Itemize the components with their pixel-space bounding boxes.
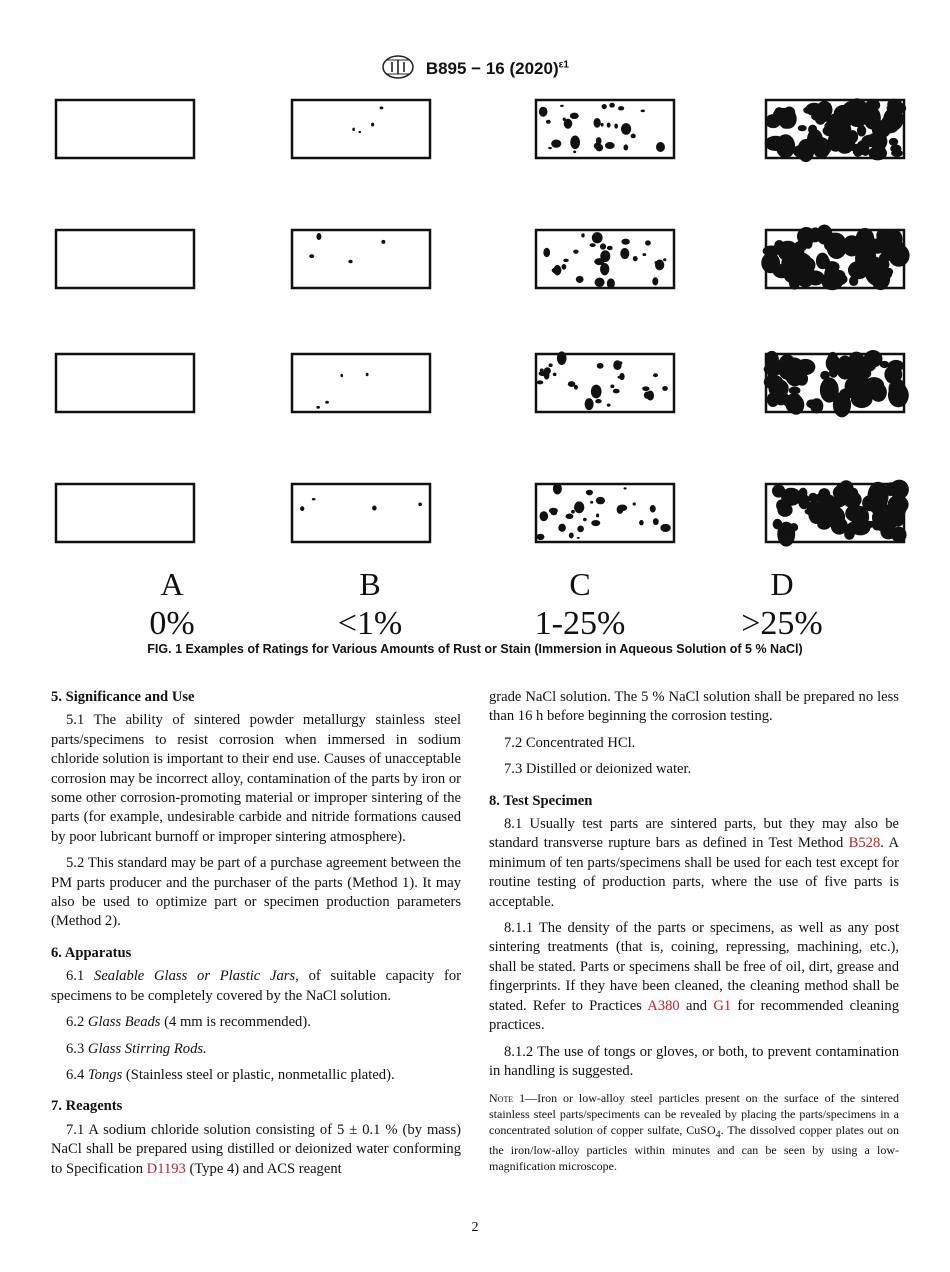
- rust-spot: [593, 118, 600, 128]
- rust-spot: [847, 521, 866, 535]
- rust-spot: [656, 142, 665, 152]
- rust-spot: [563, 117, 566, 120]
- rust-spot: [821, 146, 831, 154]
- rust-spot: [366, 373, 369, 376]
- rust-spot: [597, 363, 604, 369]
- rust-spot: [553, 373, 557, 377]
- panel-outline: [536, 354, 674, 412]
- para-7-1-cont: grade NaCl solution. The 5 % NaCl solution shall be prepared no less than 16 h before beginning the corrosion testing.: [489, 689, 899, 725]
- rust-spot: [348, 260, 352, 264]
- rating-letter: C: [569, 566, 591, 602]
- rust-spot: [592, 232, 603, 243]
- specimen-panel: [761, 224, 909, 290]
- note-text-2: . The dissolved copper plates out on the iron/low-alloy particles within minutes and can be seen by using a low-magnification microscope.: [489, 1122, 899, 1173]
- para-num: 6.1: [66, 968, 85, 985]
- rust-spot: [551, 140, 561, 148]
- rust-spot: [796, 264, 815, 284]
- para-8-1: [489, 815, 899, 912]
- section-8-title: 8. Test Specimen: [489, 792, 593, 809]
- rust-spot: [619, 373, 624, 380]
- rust-spot: [639, 520, 644, 525]
- para-num: 6.4: [66, 1066, 85, 1083]
- rust-spot: [583, 518, 587, 522]
- rating-c: [510, 566, 650, 644]
- rust-spot: [870, 383, 887, 402]
- rust-spot: [554, 265, 562, 276]
- specimen-panel: [764, 350, 909, 417]
- rust-spot: [825, 233, 846, 249]
- rust-spot: [866, 99, 881, 111]
- para-6-4: [51, 1066, 461, 1085]
- rust-spot: [781, 488, 801, 506]
- rust-spot: [577, 537, 580, 539]
- rust-spot: [605, 142, 615, 149]
- page-number: 2: [471, 1220, 479, 1235]
- rust-spot: [539, 107, 548, 117]
- rust-spot: [816, 253, 829, 270]
- rust-spot: [844, 111, 858, 121]
- rust-spot: [610, 385, 614, 389]
- rust-spot: [859, 356, 868, 367]
- rust-spot: [540, 369, 544, 372]
- rust-spot: [576, 276, 584, 283]
- rust-spot: [381, 240, 385, 244]
- link-b528[interactable]: B528: [848, 835, 881, 852]
- rust-spot: [778, 245, 797, 261]
- rust-spot: [574, 501, 584, 513]
- panel-outline: [56, 354, 194, 412]
- rust-spot: [647, 391, 655, 401]
- rust-spot: [568, 381, 576, 387]
- rust-spot: [543, 248, 550, 257]
- rust-spot: [613, 360, 621, 370]
- rust-spot: [594, 258, 604, 265]
- specimen-panel: [292, 100, 430, 158]
- rust-spot: [607, 404, 611, 407]
- note-label: Note 1: [489, 1091, 526, 1106]
- rust-spot: [826, 115, 841, 135]
- para-6-1: [51, 967, 461, 1006]
- rust-spot: [856, 228, 875, 251]
- rust-spot: [618, 505, 628, 512]
- rust-spot: [883, 268, 893, 276]
- rust-spot: [773, 519, 783, 530]
- rust-spot: [569, 533, 574, 539]
- rust-spot: [372, 506, 377, 511]
- rust-spot: [371, 123, 374, 127]
- rust-spot: [577, 525, 584, 532]
- rust-spot: [857, 376, 869, 383]
- rust-spot: [765, 114, 781, 128]
- specimen-panel: [292, 484, 430, 542]
- rust-spot: [591, 385, 602, 399]
- rust-spot: [563, 259, 569, 262]
- panel-outline: [292, 100, 430, 158]
- para-num: 6.3: [66, 1040, 85, 1057]
- rust-spot: [856, 395, 866, 403]
- para-text: of suitable capacity for specimens to be completely covered by the NaCl solution.: [51, 968, 462, 1004]
- specimen-panel: [292, 230, 430, 288]
- rust-spot: [596, 514, 599, 518]
- rust-spot: [380, 106, 384, 109]
- para-num: 6.2: [66, 1014, 85, 1031]
- para-text: for recommended cleaning practices.: [489, 997, 899, 1034]
- rust-spot: [358, 131, 361, 133]
- para-7-2: 7.2 Concentrated HCl.: [504, 734, 636, 751]
- rust-spot: [776, 134, 795, 158]
- rust-spot: [596, 497, 605, 504]
- rust-spot: [784, 360, 803, 372]
- rust-spot: [621, 239, 629, 245]
- specimen-panel: [56, 230, 194, 288]
- rust-spot: [553, 483, 562, 495]
- rust-spot: [340, 374, 343, 378]
- para-text: . A minimum of ten parts/specimens shall be used for each test except for routine testing of production parts, where the use of five parts is acceptable.: [489, 835, 899, 910]
- page-header: [0, 54, 950, 85]
- specimen-panel: [536, 483, 674, 542]
- designation: B895 − 16 (2020): [425, 58, 559, 78]
- rust-spot: [602, 104, 607, 109]
- specimen-panel: [766, 480, 909, 547]
- specimen-panel: [56, 484, 194, 542]
- designation-superscript: ε1: [558, 59, 569, 71]
- rating-percent: <1%: [337, 605, 403, 642]
- rust-spot: [537, 380, 544, 384]
- rust-spot: [581, 233, 584, 237]
- rust-spot: [892, 396, 900, 406]
- rust-spot: [558, 524, 566, 532]
- panel-outline: [56, 100, 194, 158]
- note-1: [489, 1091, 899, 1174]
- rust-spot: [590, 501, 593, 504]
- para-text: 8.1.1 The density of the parts or specimens, as well as any post sintering treatments (that is, coining, repressing, machining, etc.), shall be stated. Parts or specimens shall be free of oil, dirt, grease and fingerprints. If they have been cleaned, the cleaning method shall be stated. Refer to Practices: [489, 920, 899, 1014]
- rust-spot: [838, 359, 853, 371]
- astm-logo: [381, 54, 415, 85]
- rust-spot: [857, 125, 866, 136]
- specimen-panel: [536, 100, 674, 158]
- rust-spot: [650, 505, 656, 512]
- specimen-panel: [536, 230, 674, 289]
- para-8-1-1: [489, 919, 899, 1035]
- rating-percent: >25%: [741, 605, 823, 642]
- rust-spot: [570, 113, 579, 119]
- rust-spot: [843, 491, 862, 508]
- rust-spot: [888, 360, 904, 372]
- link-g1[interactable]: G1: [713, 997, 732, 1014]
- rust-spot: [880, 115, 900, 133]
- rust-spot: [591, 520, 600, 526]
- rust-spot: [548, 147, 552, 149]
- para-text: (4 mm is recommended).: [164, 1014, 311, 1031]
- specimen-panel: [536, 351, 674, 412]
- rust-spot: [557, 351, 567, 365]
- panel-outline: [292, 354, 430, 412]
- rust-spot: [620, 248, 629, 259]
- rust-spot: [652, 277, 658, 285]
- rust-spot: [571, 510, 575, 514]
- rust-spot: [833, 392, 851, 417]
- rust-spot: [601, 123, 604, 127]
- section-6-title: 6. Apparatus: [51, 944, 132, 961]
- rust-spot: [820, 371, 830, 380]
- rust-spot: [660, 524, 670, 532]
- rust-spot: [808, 125, 817, 135]
- para-6-3: [51, 1040, 461, 1059]
- rust-spot: [889, 138, 898, 146]
- rust-spot: [642, 386, 649, 391]
- rust-spot: [872, 145, 886, 159]
- rating-letter: D: [770, 566, 794, 602]
- rust-spot: [861, 145, 869, 156]
- rust-spot: [653, 373, 658, 377]
- rust-spot: [561, 264, 566, 270]
- rust-spot: [544, 367, 551, 374]
- rust-spot: [549, 508, 558, 514]
- para-6-2: [51, 1013, 461, 1032]
- rust-spot: [655, 260, 664, 271]
- rust-spot: [596, 137, 602, 145]
- rust-spot: [653, 518, 659, 525]
- rust-spot: [633, 502, 636, 505]
- para-italic: Sealable Glass or Plastic Jars,: [94, 968, 299, 985]
- rust-spot: [536, 534, 544, 540]
- rust-spot: [663, 258, 666, 261]
- rust-spot: [797, 139, 814, 162]
- rating-a: [112, 566, 232, 644]
- rating-letter: B: [359, 566, 381, 602]
- rust-spot: [607, 246, 613, 251]
- rating-d: [712, 566, 852, 644]
- rust-spot: [586, 490, 593, 496]
- rust-spot: [849, 276, 858, 286]
- para-7-3: 7.3 Distilled or deionized water.: [504, 761, 692, 778]
- para-italic: Glass Stirring Rods.: [87, 1040, 207, 1057]
- rust-spot: [309, 254, 314, 258]
- rust-spot: [549, 363, 553, 367]
- rust-spot: [595, 144, 603, 152]
- para-5-2: 5.2 This standard may be part of a purchase agreement between the PM parts producer and the purchaser of the parts (Method 1). It may also be used to optimize part or specimen production parameters (Method 2).: [51, 855, 461, 930]
- rust-spot: [785, 396, 803, 413]
- para-text: (Type 4) and ACS reagent: [189, 1160, 342, 1177]
- rust-spot: [621, 123, 631, 135]
- rust-spot: [633, 256, 638, 261]
- para-text: and: [685, 997, 708, 1014]
- section-7-title: 7. Reagents: [51, 1098, 123, 1115]
- rust-spot: [810, 398, 823, 413]
- rust-spot: [804, 240, 812, 249]
- rust-spot: [765, 351, 779, 368]
- para-5-1: 5.1 The ability of sintered powder metallurgy stainless steel parts/specimens to resist corrosion when immersed in sodium chloride solution is important to their end use. Causes of unacceptable corrosion may be incorrect alloy, contamination of the parts by iron or some other corrosion-promoting material or improper sintering of the parts (for example, undesirable carbide and nitride formations caused by poor lubricant burnoff or improper sintering atmosphere).: [51, 712, 461, 845]
- para-text: 7.1 A sodium chloride solution consisting of 5 ± 0.1 % (by mass) NaCl shall be prepared using distilled or deionized water conforming to Specification: [51, 1121, 461, 1177]
- rust-spot: [662, 386, 668, 391]
- left-column: [51, 688, 461, 1186]
- rust-spot: [790, 523, 799, 531]
- rust-spot: [805, 508, 816, 515]
- para-italic: Glass Beads: [87, 1014, 161, 1031]
- panel-outline: [56, 230, 194, 288]
- panel-outline: [56, 484, 194, 542]
- specimen-panel: [765, 98, 907, 162]
- right-column: [489, 688, 899, 1182]
- rust-spot: [600, 243, 606, 249]
- rust-spot: [891, 149, 903, 157]
- rust-spot: [316, 233, 321, 240]
- rust-spot: [763, 246, 781, 257]
- specimen-panel: [56, 100, 194, 158]
- rust-spot: [573, 250, 579, 254]
- rust-spot: [829, 368, 838, 378]
- specimen-panel: [292, 354, 430, 412]
- rust-spot: [614, 123, 618, 128]
- rust-spot: [641, 110, 645, 113]
- rust-spot: [631, 134, 636, 139]
- rating-percent: 1-25%: [534, 605, 626, 642]
- rust-spot: [570, 136, 580, 150]
- rust-spot: [595, 399, 602, 403]
- rust-spot: [609, 103, 615, 108]
- rust-spot: [623, 144, 628, 150]
- rust-spot: [844, 387, 854, 395]
- rating-b: [310, 566, 430, 644]
- rust-spot: [352, 128, 355, 131]
- rust-spot: [607, 122, 611, 127]
- para-8-1-2: 8.1.2 The use of tongs or gloves, or both, to prevent contamination in handling is suggested.: [489, 1043, 899, 1079]
- rating-percent: 0%: [149, 605, 195, 642]
- rust-spot: [325, 401, 329, 404]
- rust-spot: [539, 511, 548, 521]
- rust-spot: [831, 517, 848, 534]
- rust-spot: [585, 398, 594, 410]
- rust-spot: [789, 386, 801, 394]
- rust-spot: [892, 110, 902, 116]
- rust-spot: [852, 98, 863, 110]
- rust-spot: [877, 231, 898, 257]
- note-subscript: 4: [715, 1129, 721, 1141]
- rust-spot: [879, 503, 889, 514]
- link-d1193[interactable]: D1193: [146, 1160, 186, 1177]
- link-a380[interactable]: A380: [647, 997, 680, 1014]
- rust-spot: [300, 506, 304, 511]
- rust-spot: [785, 261, 794, 267]
- rust-spot: [618, 106, 624, 110]
- rust-spot: [607, 278, 615, 288]
- rust-spot: [590, 243, 596, 247]
- rust-spot: [613, 389, 620, 394]
- para-text: 8.1 Usually test parts are sintered parts, but they may also be standard transverse rupture bars as defined in Test Method: [489, 816, 899, 852]
- rust-spot: [803, 107, 813, 114]
- figure-caption: FIG. 1 Examples of Ratings for Various Amounts of Rust or Stain (Immersion in Aqueous Solution of 5 % NaCl): [147, 642, 803, 656]
- rust-spot: [573, 150, 576, 153]
- rust-spot: [771, 391, 788, 403]
- rust-spot: [764, 375, 783, 390]
- rust-spot: [780, 109, 797, 129]
- rust-spot: [312, 498, 316, 500]
- rust-spot: [418, 502, 422, 506]
- rust-spot: [624, 487, 627, 489]
- rust-spot: [560, 105, 564, 107]
- rust-spot: [595, 278, 605, 287]
- specimen-panel: [56, 354, 194, 412]
- rust-spot: [798, 125, 807, 131]
- rust-spot: [316, 406, 320, 409]
- rust-spot: [546, 120, 551, 124]
- rust-spot: [834, 270, 846, 282]
- rust-spot: [880, 524, 896, 540]
- panel-outline: [292, 230, 430, 288]
- rust-spot: [645, 240, 651, 245]
- section-5-title: 5. Significance and Use: [51, 689, 195, 705]
- rust-spot: [642, 253, 646, 256]
- rust-spot: [873, 523, 882, 530]
- rating-letter: A: [160, 566, 184, 602]
- para-text: (Stainless steel or plastic, nonmetallic plated).: [125, 1066, 395, 1083]
- figure-1: [40, 90, 920, 650]
- rust-spot: [815, 493, 829, 502]
- para-italic: Tongs: [87, 1066, 123, 1083]
- para-7-1: [51, 1121, 461, 1179]
- note-text: —Iron or low-alloy steel particles present on the surface of the sintered stainless steel parts/speciments can be revealed by placing the parts/specimens in a concentrated solution of copper sulfate, CuSO: [489, 1091, 900, 1137]
- rust-spot: [566, 514, 574, 519]
- panel-outline: [292, 484, 430, 542]
